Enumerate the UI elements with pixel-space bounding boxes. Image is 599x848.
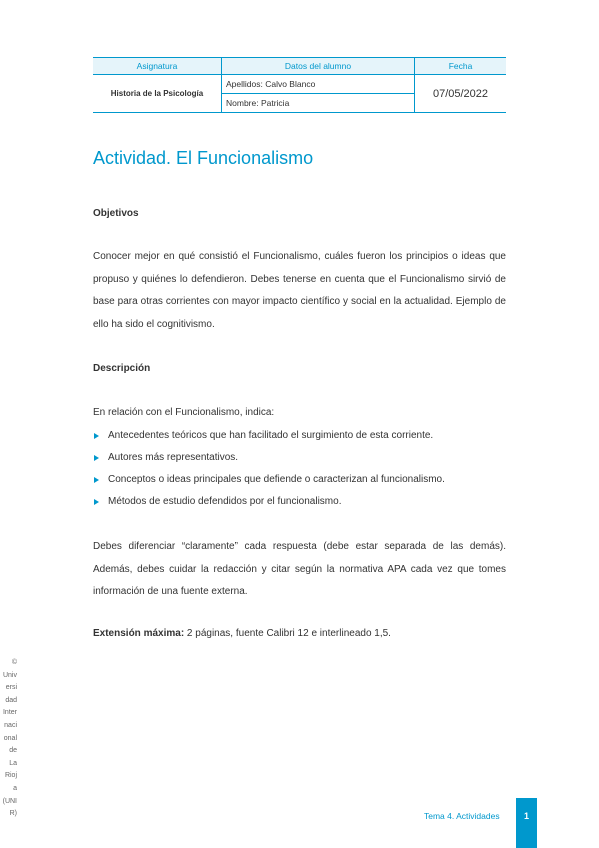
student-surname: Apellidos: Calvo Blanco	[222, 75, 415, 94]
sidebar-copyright: © Univ ersi dad Inter naci onal de La Rioj a (UNI R)	[2, 659, 17, 818]
objectives-text: Conocer mejor en qué consistió el Funcionalismo, cuáles fueron los principios o ideas que propuso y quiénes lo defendieron. Debes tenerse en cuenta que el Funcionalismo sirvió de base para otras corrientes con mayor impacto científico y social en la actualidad. Ejemplo de ello ha sido el cognitivismo.	[93, 251, 506, 330]
extension-label: Extensión máxima:	[93, 628, 185, 639]
submission-date: 07/05/2022	[415, 75, 507, 113]
bullet-arrow-icon	[94, 499, 99, 505]
extension-text: 2 páginas, fuente Calibri 12 e interlineado 1,5.	[184, 628, 391, 639]
subject-name: Historia de la Psicología	[93, 75, 222, 113]
bullet-arrow-icon	[94, 477, 99, 483]
requirements-list	[93, 425, 445, 513]
header-col-date: Fecha	[415, 58, 507, 75]
header-table	[93, 57, 506, 113]
list-item: Métodos de estudio defendidos por el funcionalismo.	[93, 491, 445, 513]
footer-label: Tema 4. Actividades	[424, 811, 500, 821]
bullet-arrow-icon	[94, 433, 99, 439]
instructions-text: Debes diferenciar “claramente” cada respuesta (debe estar separada de las demás). Además, debes cuidar la redacción y citar según la normativa APA cada vez que tomes información de una fuente externa.	[93, 541, 506, 597]
objectives-heading: Objetivos	[93, 208, 139, 219]
student-name: Nombre: Patricia	[222, 94, 415, 113]
page-title: Actividad. El Funcionalismo	[93, 148, 314, 168]
header-col-student: Datos del alumno	[222, 58, 415, 75]
page-number: 1	[523, 811, 529, 821]
header-col-subject: Asignatura	[93, 58, 222, 75]
description-heading: Descripción	[93, 363, 151, 374]
description-intro: En relación con el Funcionalismo, indica:	[93, 407, 275, 418]
bullet-arrow-icon	[94, 455, 99, 461]
list-item: Antecedentes teóricos que han facilitado el surgimiento de esta corriente.	[93, 425, 445, 447]
extension-note	[93, 628, 391, 639]
list-item: Autores más representativos.	[93, 447, 445, 469]
page-number-box	[516, 798, 537, 848]
list-item: Conceptos o ideas principales que defiende o caracterizan al funcionalismo.	[93, 469, 445, 491]
